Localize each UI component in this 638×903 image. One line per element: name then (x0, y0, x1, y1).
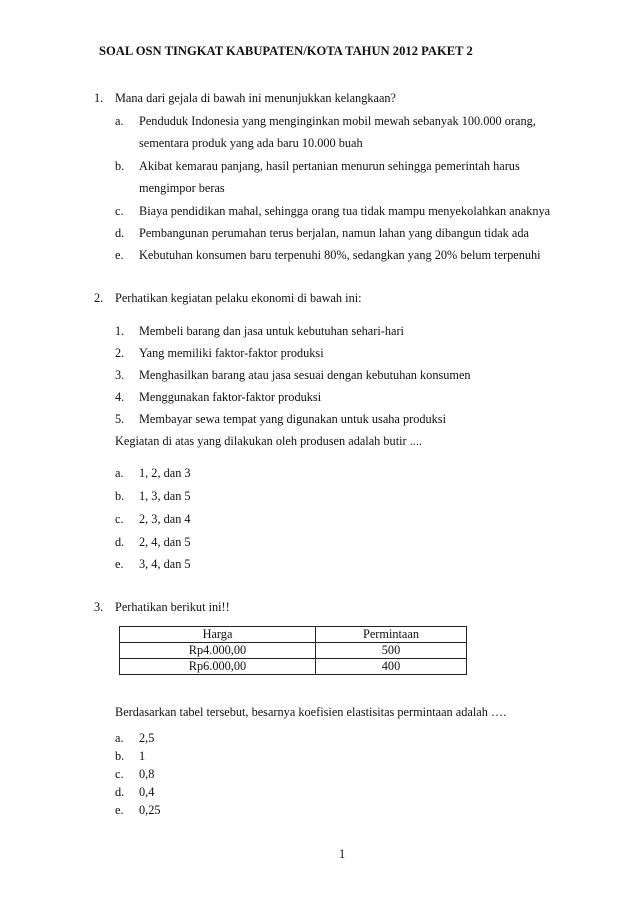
q2-statement-1-text: Membeli barang dan jasa untuk kebutuhan sehari-hari (139, 324, 404, 338)
q1-option-e-label: e. (115, 248, 124, 262)
question-3-text: Perhatikan berikut ini!! (115, 600, 230, 614)
q1-option-a-line-2: sementara produk yang ada baru 10.000 buah (139, 136, 363, 150)
q1-option-b-label: b. (115, 159, 125, 173)
q2-statement-3-text: Menghasilkan barang atau jasa sesuai dengan kebutuhan konsumen (139, 368, 471, 382)
table-cell: 500 (316, 643, 467, 659)
q2-statement-4-text: Menggunakan faktor-faktor produksi (139, 390, 322, 404)
table-cell: Rp4.000,00 (120, 643, 316, 659)
q1-option-a-line-1: Penduduk Indonesia yang menginginkan mobil mewah sebanyak 100.000 orang, (139, 114, 536, 128)
q2-option-a-text: 1, 2, dan 3 (139, 466, 191, 480)
question-1-number: 1. (94, 91, 104, 105)
page-number: 1 (339, 847, 346, 861)
table-row (120, 659, 467, 675)
q2-option-c-text: 2, 3, dan 4 (139, 512, 191, 526)
q2-statement-3-label: 3. (115, 368, 125, 382)
q2-option-d-label: d. (115, 535, 125, 549)
q1-option-d-label: d. (115, 226, 125, 240)
table-header-row (120, 627, 467, 643)
q1-option-e-text: Kebutuhan konsumen baru terpenuhi 80%, sedangkan yang 20% belum terpenuhi (139, 248, 541, 262)
table-header-permintaan: Permintaan (316, 627, 467, 643)
q1-option-c-text: Biaya pendidikan mahal, sehingga orang tua tidak mampu menyekolahkan anaknya (139, 204, 551, 218)
q1-option-d-text: Pembangunan perumahan terus berjalan, namun lahan yang dibangun tidak ada (139, 226, 529, 240)
price-demand-table (119, 626, 467, 675)
table-header-harga: Harga (120, 627, 316, 643)
q2-statement-5-label: 5. (115, 412, 125, 426)
q3-option-c-text: 0,8 (139, 767, 155, 781)
q1-option-c-label: c. (115, 204, 124, 218)
q2-statement-4-label: 4. (115, 390, 125, 404)
page-title: SOAL OSN TINGKAT KABUPATEN/KOTA TAHUN 2012 PAKET 2 (99, 44, 473, 58)
q3-option-d-text: 0,4 (139, 785, 155, 799)
q2-option-c-label: c. (115, 512, 124, 526)
q2-statement-2-text: Yang memiliki faktor-faktor produksi (139, 346, 324, 360)
question-2-number: 2. (94, 291, 104, 305)
table-cell: 400 (316, 659, 467, 675)
q3-option-c-label: c. (115, 767, 124, 781)
q3-option-a-label: a. (115, 731, 124, 745)
q2-option-e-text: 3, 4, dan 5 (139, 557, 191, 571)
question-1-text: Mana dari gejala di bawah ini menunjukkan kelangkaan? (115, 91, 397, 105)
q2-option-e-label: e. (115, 557, 124, 571)
q2-statement-2-label: 2. (115, 346, 125, 360)
table-cell: Rp6.000,00 (120, 659, 316, 675)
q3-option-b-label: b. (115, 749, 125, 763)
q3-option-b-text: 1 (139, 749, 146, 763)
table-row (120, 643, 467, 659)
q2-statement-1-label: 1. (115, 324, 125, 338)
q1-option-a-label: a. (115, 114, 124, 128)
q2-option-b-text: 1, 3, dan 5 (139, 489, 191, 503)
question-3-number: 3. (94, 600, 104, 614)
q3-option-e-label: e. (115, 803, 124, 817)
q3-option-d-label: d. (115, 785, 125, 799)
q2-prompt: Kegiatan di atas yang dilakukan oleh produsen adalah butir .... (115, 434, 422, 448)
q2-statement-5-text: Membayar sewa tempat yang digunakan untuk usaha produksi (139, 412, 447, 426)
q3-prompt: Berdasarkan tabel tersebut, besarnya koefisien elastisitas permintaan adalah …. (115, 705, 507, 719)
q3-option-e-text: 0,25 (139, 803, 161, 817)
q1-option-b-line-1: Akibat kemarau panjang, hasil pertanian menurun sehingga pemerintah harus (139, 159, 520, 173)
q2-option-a-label: a. (115, 466, 124, 480)
q2-option-b-label: b. (115, 489, 125, 503)
q2-option-d-text: 2, 4, dan 5 (139, 535, 191, 549)
q3-option-a-text: 2,5 (139, 731, 155, 745)
q1-option-b-line-2: mengimpor beras (139, 181, 225, 195)
question-2-text: Perhatikan kegiatan pelaku ekonomi di bawah ini: (115, 291, 362, 305)
